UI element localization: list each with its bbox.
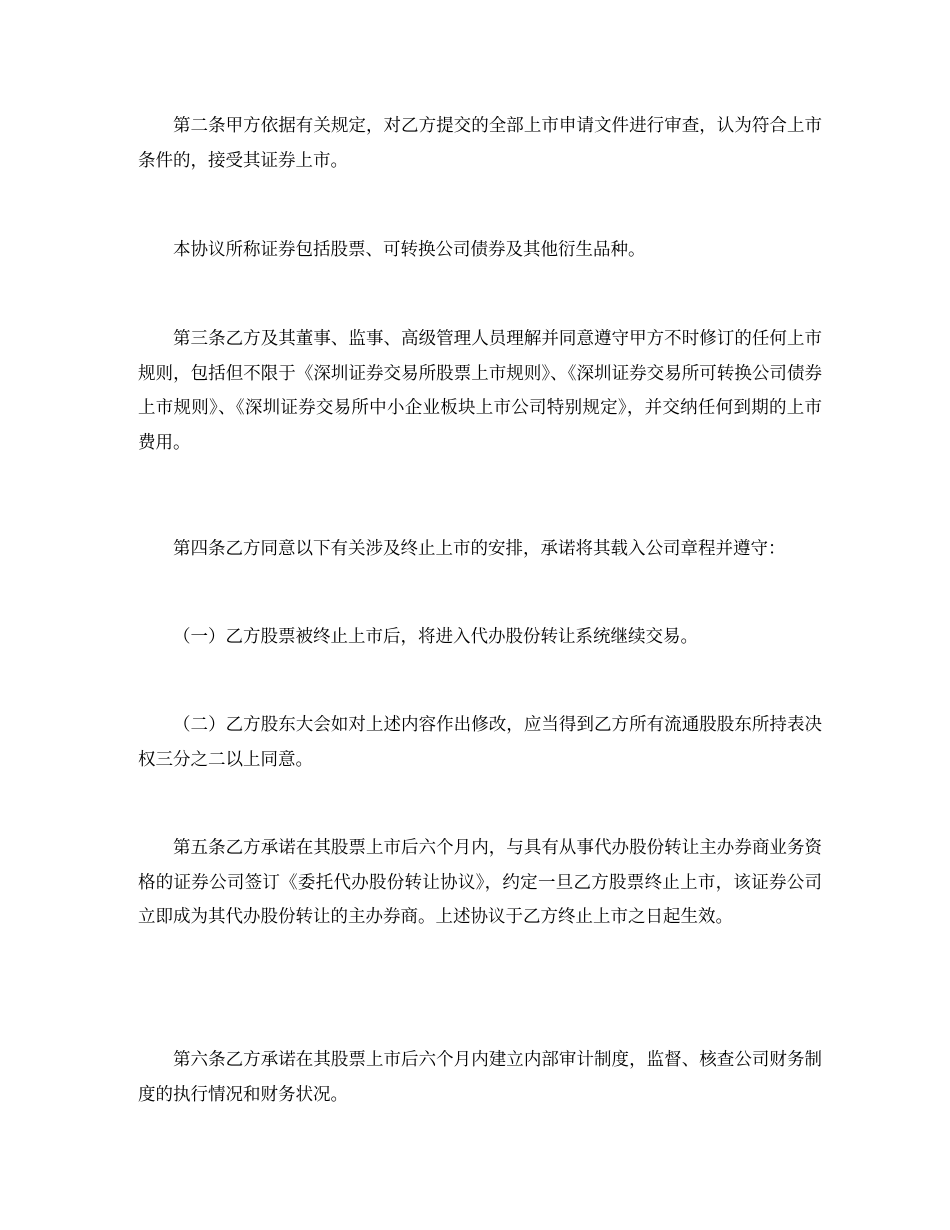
paragraph-article-2: 第二条甲方依据有关规定，对乙方提交的全部上市申请文件进行审查，认为符合上市条件的，接受其证券上市。: [138, 116, 822, 171]
paragraph-article-6: 第六条乙方承诺在其股票上市后六个月内建立内部审计制度，监督、核查公司财务制度的执行情况和财务状况。: [138, 1050, 822, 1105]
paragraph-article-5: 第五条乙方承诺在其股票上市后六个月内，与具有从事代办股份转让主办券商业务资格的证券公司签订《委托代办股份转让协议》，约定一旦乙方股票终止上市，该证券公司立即成为其代办股份转让的主办券商。上述协议于乙方终止上市之日起生效。: [138, 838, 822, 928]
paragraph-item-1: （一）乙方股票被终止上市后，将进入代办股份转让系统继续交易。: [173, 627, 698, 647]
paragraph-securities-definition: 本协议所称证券包括股票、可转换公司债券及其他衍生品种。: [173, 240, 646, 260]
paragraph-item-2: （二）乙方股东大会如对上述内容作出修改，应当得到乙方所有流通股股东所持表决权三分之二以上同意。: [138, 715, 822, 770]
paragraph-article-3: 第三条乙方及其董事、监事、高级管理人员理解并同意遵守甲方不时修订的任何上市规则，包括但不限于《深圳证券交易所股票上市规则》、《深圳证券交易所可转换公司债券上市规则》、《深圳证券交易所中小企业板块上市公司特别规定》，并交纳任何到期的上市费用。: [138, 329, 822, 453]
paragraph-article-4: 第四条乙方同意以下有关涉及终止上市的安排，承诺将其载入公司章程并遵守：: [173, 539, 786, 559]
